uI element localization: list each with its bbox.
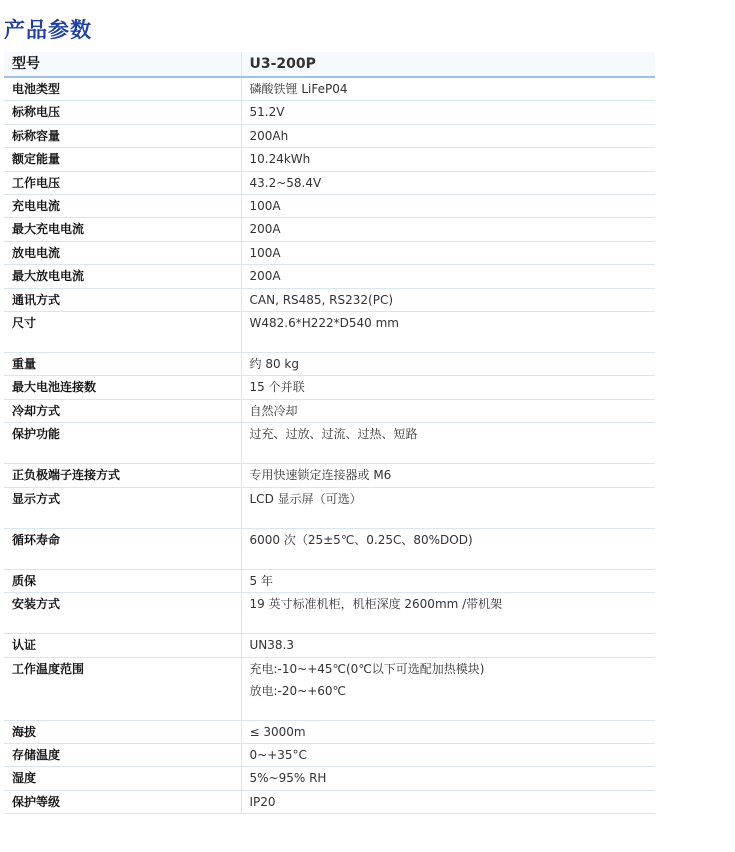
- param-value-line: 100A: [249, 199, 281, 214]
- param-value-line: IP20: [249, 794, 276, 809]
- table-row: [4, 569, 655, 592]
- param-name-cell: 标称容量: [4, 124, 241, 147]
- param-value-line: 15 个并联: [249, 380, 305, 395]
- table-row: [4, 288, 655, 311]
- table-row: [4, 101, 655, 124]
- table-row: [4, 148, 655, 171]
- param-value-line: 6000 次（25±5℃、0.25C、80%DOD): [249, 532, 473, 547]
- param-value-line: 43.2~58.4V: [249, 175, 322, 190]
- table-row: [4, 265, 655, 288]
- param-value-cell: [241, 376, 655, 399]
- param-name-cell: 认证: [4, 634, 241, 657]
- table-row: [4, 399, 655, 422]
- param-value-cell: [241, 720, 655, 743]
- param-value-line: 放电:-20~+60℃: [249, 683, 346, 698]
- table-row: [4, 171, 655, 194]
- table-row: [4, 124, 655, 147]
- param-value-cell: [241, 265, 655, 288]
- table-row: [4, 353, 655, 376]
- param-value-cell: [241, 528, 655, 569]
- table-row: [4, 657, 655, 720]
- param-value-cell: [241, 312, 655, 353]
- table-row: [4, 77, 655, 101]
- param-value-line: W482.6*H222*D540 mm: [249, 316, 399, 331]
- table-row: [4, 743, 655, 766]
- param-value-cell: [241, 353, 655, 376]
- param-value-cell: [241, 288, 655, 311]
- param-name-cell: 保护功能: [4, 423, 241, 464]
- param-value-line: LCD 显示屏（可选）: [249, 491, 362, 506]
- param-value-cell: [241, 593, 655, 634]
- param-name-cell: 充电电流: [4, 195, 241, 218]
- table-row: [4, 634, 655, 657]
- param-name-cell: 放电电流: [4, 241, 241, 264]
- table-row: [4, 790, 655, 813]
- param-value-cell: [241, 634, 655, 657]
- param-name-cell: 重量: [4, 353, 241, 376]
- param-name-cell: 存储温度: [4, 743, 241, 766]
- param-value-cell: [241, 743, 655, 766]
- spec-table: [4, 52, 655, 814]
- param-value-line: 19 英寸标准机柜，机柜深度 2600mm /带机架: [249, 597, 503, 612]
- table-row: [4, 487, 655, 528]
- table-row: [4, 376, 655, 399]
- param-value-line: 200Ah: [249, 128, 289, 143]
- param-value-cell: [241, 423, 655, 464]
- param-name-cell: 保护等级: [4, 790, 241, 813]
- param-value-line: 5%~95% RH: [249, 771, 327, 786]
- param-value-line: 磷酸铁锂 LiFeP04: [249, 82, 348, 96]
- param-value-line: 专用快速锁定连接器或 M6: [249, 468, 392, 483]
- table-header-row: [4, 52, 655, 77]
- param-value-line: UN38.3: [249, 638, 294, 653]
- param-value-line: 过充、过放、过流、过热、短路: [249, 427, 418, 442]
- param-value-cell: [241, 399, 655, 422]
- table-row: [4, 528, 655, 569]
- param-value-line: ≤ 3000m: [249, 724, 306, 739]
- param-value-line: 0~+35°C: [249, 747, 307, 762]
- param-value-line: 200A: [249, 222, 281, 237]
- param-value-cell: [241, 241, 655, 264]
- table-row: [4, 312, 655, 353]
- param-name-cell: 工作温度范围: [4, 657, 241, 720]
- param-value-line: 100A: [249, 245, 281, 260]
- param-value-cell: [241, 569, 655, 592]
- table-row: [4, 195, 655, 218]
- param-value-cell: [241, 77, 655, 101]
- param-value-line: 自然冷却: [249, 403, 298, 418]
- param-name-cell: 质保: [4, 569, 241, 592]
- param-value-cell: [241, 657, 655, 720]
- page-title: 产品参数: [4, 18, 92, 42]
- header-key-cell: 型号: [4, 52, 241, 77]
- param-value-cell: [241, 790, 655, 813]
- param-name-cell: 安装方式: [4, 593, 241, 634]
- param-name-cell: 电池类型: [4, 77, 241, 101]
- param-name-cell: 最大充电电流: [4, 218, 241, 241]
- table-row: [4, 464, 655, 487]
- table-row: [4, 593, 655, 634]
- param-value-cell: [241, 124, 655, 147]
- param-name-cell: 尺寸: [4, 312, 241, 353]
- param-name-cell: 冷却方式: [4, 399, 241, 422]
- param-value-cell: [241, 101, 655, 124]
- param-value-cell: [241, 767, 655, 790]
- param-value-line: CAN, RS485, RS232(PC): [249, 292, 394, 307]
- table-row: [4, 218, 655, 241]
- param-value-cell: [241, 218, 655, 241]
- param-value-line: 5 年: [249, 573, 273, 588]
- param-name-cell: 正负极端子连接方式: [4, 464, 241, 487]
- param-name-cell: 额定能量: [4, 148, 241, 171]
- param-value-line: 10.24kWh: [249, 152, 311, 167]
- param-value-cell: [241, 148, 655, 171]
- param-name-cell: 最大放电电流: [4, 265, 241, 288]
- param-value-cell: [241, 487, 655, 528]
- param-value-cell: [241, 171, 655, 194]
- param-name-cell: 湿度: [4, 767, 241, 790]
- table-row: [4, 241, 655, 264]
- param-name-cell: 显示方式: [4, 487, 241, 528]
- param-name-cell: 标称电压: [4, 101, 241, 124]
- param-value-line: 充电:-10~+45℃(0℃以下可选配加热模块): [249, 661, 485, 676]
- param-name-cell: 工作电压: [4, 171, 241, 194]
- param-name-cell: 循环寿命: [4, 528, 241, 569]
- param-name-cell: 通讯方式: [4, 288, 241, 311]
- param-value-line: 约 80 kg: [249, 357, 299, 372]
- param-name-cell: 最大电池连接数: [4, 376, 241, 399]
- param-value-cell: [241, 464, 655, 487]
- param-value-cell: [241, 195, 655, 218]
- param-value-line: 200A: [249, 269, 281, 284]
- table-row: [4, 423, 655, 464]
- table-row: [4, 767, 655, 790]
- table-row: [4, 720, 655, 743]
- param-value-line: 51.2V: [249, 105, 285, 120]
- spec-table-body: [4, 52, 655, 814]
- header-model-cell: U3-200P: [241, 52, 655, 77]
- param-name-cell: 海拔: [4, 720, 241, 743]
